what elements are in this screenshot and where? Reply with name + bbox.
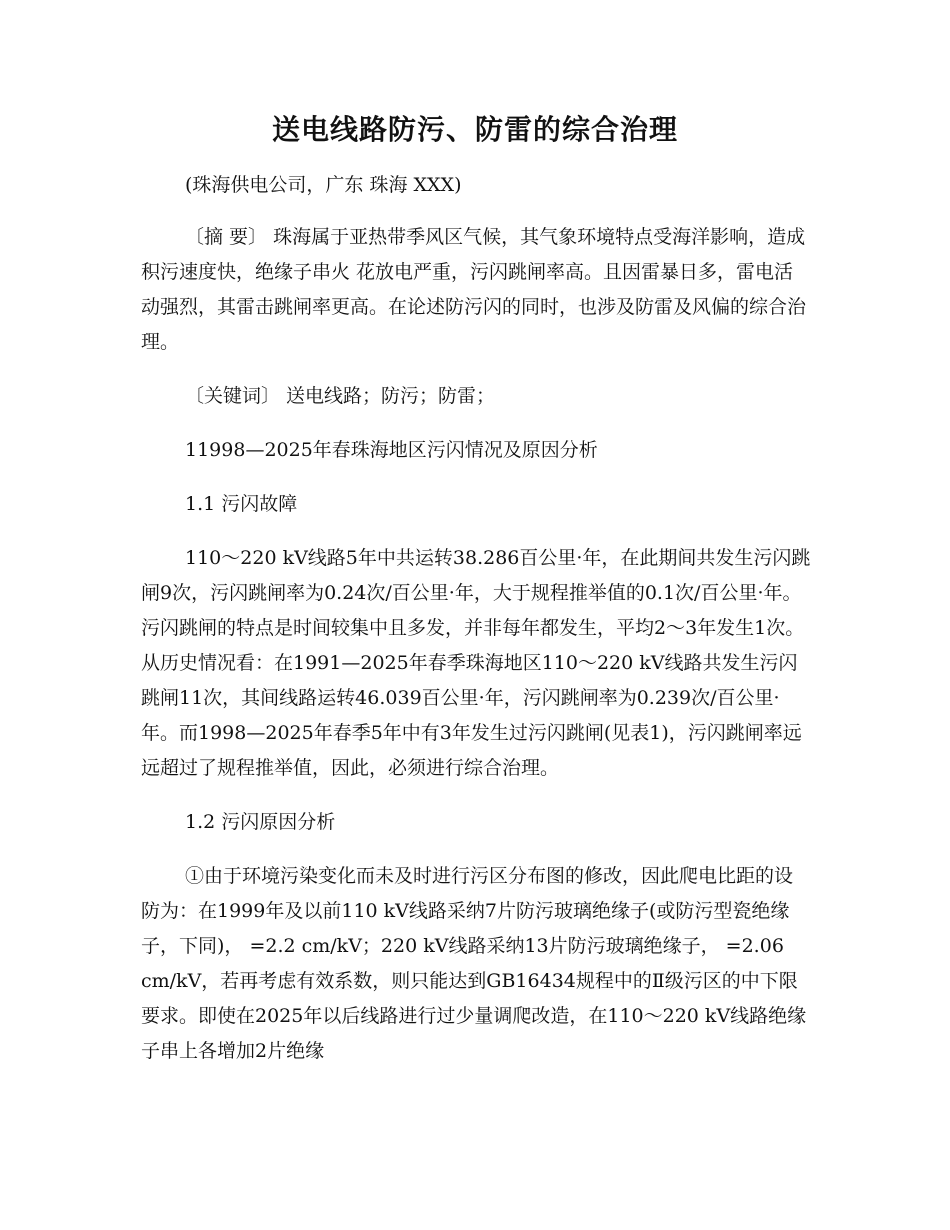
document-body [141,168,811,1069]
author-affiliation: (珠海供电公司，广东 珠海 XXX) [185,174,462,196]
subsection-heading-1-1: 1.1 污闪故障 [185,493,298,515]
subsection-heading-1-2: 1.2 污闪原因分析 [185,811,336,833]
body-paragraph-1-2: ①由于环境污染变化而未及时进行污区分布图的修改，因此爬电比距的设防为：在1999年及以前110 kV线路采纳7片防污玻璃绝缘子(或防污型瓷绝缘子，下同)， =2.2 cm/kV；220 kV线路采纳13片防污玻璃绝缘子， =2.06 cm/kV，若再考虑有效系数，则只能达到GB16434规程中的Ⅱ级污区的中下限要求。即使在2025年以后线路进行过少量调爬改造，在110～220 kV线路绝缘子串上各增加2片绝缘 [141,865,807,1062]
abstract-paragraph: 〔摘 要〕 珠海属于亚热带季风区气候，其气象环境特点受海洋影响，造成积污速度快，绝缘子串火 花放电严重，污闪跳闸率高。且因雷暴日多，雷电活动强烈，其雷击跳闸率更高。在论述防污闪的同时，也涉及防雷及风偏的综合治理。 [141,226,807,353]
document-title: 送电线路防污、防雷的综合治理 [271,113,678,146]
body-paragraph-1-1: 110～220 kV线路5年中共运转38.286百公里·年，在此期间共发生污闪跳闸9次，污闪跳闸率为0.24次/百公里·年，大于规程推举值的0.1次/百公里·年。污闪跳闸的特点是时间较集中且多发，并非每年都发生，平均2～3年发生1次。从历史情况看：在1991—2025年春季珠海地区110～220 kV线路共发生污闪跳闸11次，其间线路运转46.039百公里·年，污闪跳闸率为0.239次/百公里·年。而1998—2025年春季5年中有3年发生过污闪跳闸(见表1)，污闪跳闸率远远超过了规程推举值，因此，必须进行综合治理。 [141,547,811,779]
section-heading-1: 11998—2025年春珠海地区污闪情况及原因分析 [185,439,598,461]
keywords-line: 〔关键词〕 送电线路；防污；防雷； [185,385,496,407]
